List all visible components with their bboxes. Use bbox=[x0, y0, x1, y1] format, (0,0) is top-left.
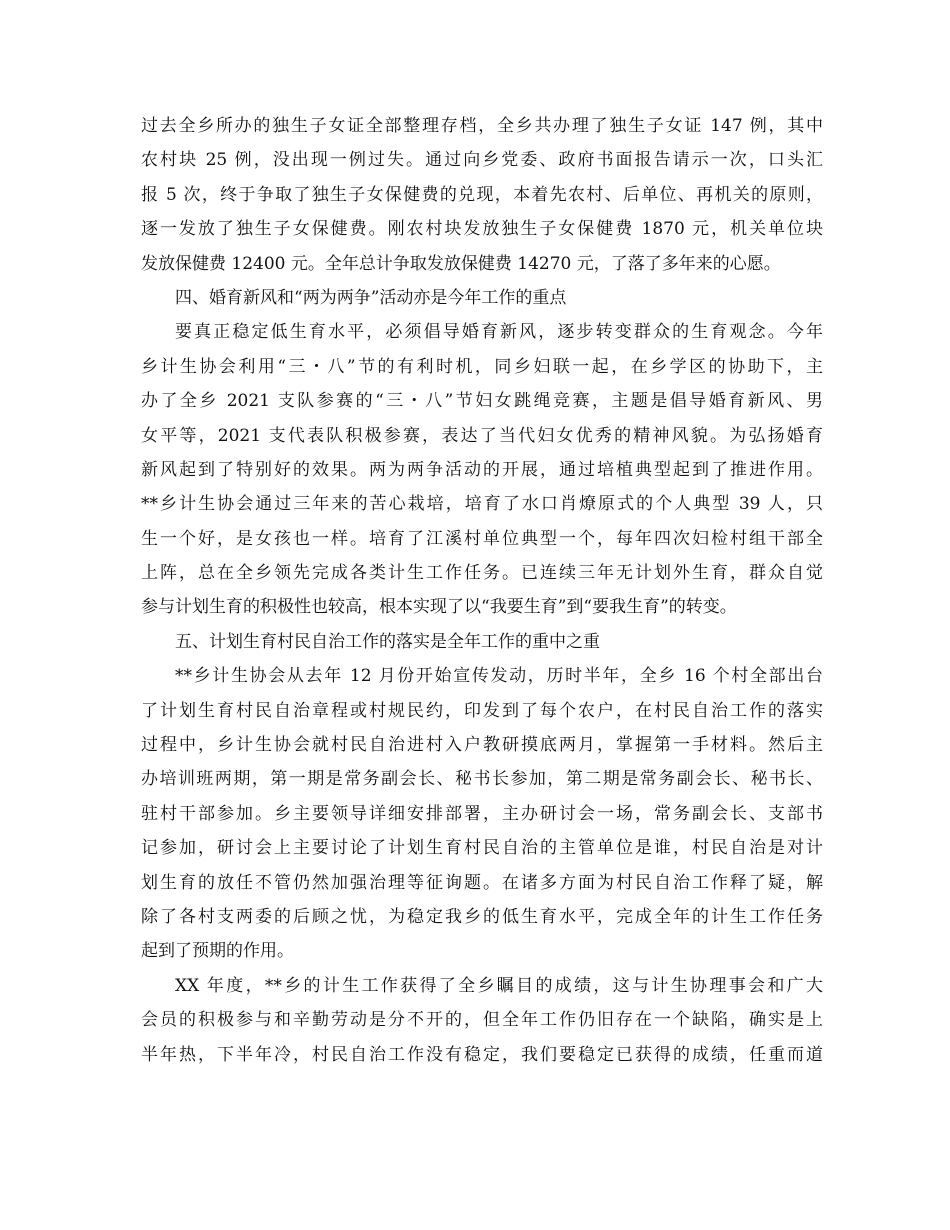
section-heading: 五、计划生育村民自治工作的落实是全年工作的重中之重 bbox=[175, 631, 600, 652]
text-line: 发放保健费 12400 元。全年总计争取发放保健费 14270 元，了落了多年来的心愿。 bbox=[141, 253, 781, 274]
text-line: XX 年度，**乡的计生工作获得了全乡瞩目的成绩，这与计生协理事会和广大 bbox=[175, 975, 823, 996]
text-line: 记参加，研讨会上主要讨论了计划生育村民自治的主管单位是谁，村民自治是对计 bbox=[141, 838, 823, 859]
text-line: 会员的积极参与和辛勤劳动是分不开的，但全年工作仍旧存在一个缺陷，确实是上 bbox=[141, 1010, 823, 1031]
text-line: 参与计划生育的积极性也较高，根本实现了以“我要生育”到“要我生育”的转变。 bbox=[141, 597, 737, 618]
text-line: 逐一发放了独生子女保健费。刚农村块发放独生子女保健费 1870 元，机关单位块 bbox=[141, 219, 823, 240]
section-heading: 四、婚育新风和“两为两争”活动亦是今年工作的重点 bbox=[175, 287, 567, 308]
text-line: 起到了预期的作用。 bbox=[141, 941, 294, 962]
text-line: 乡计生协会利用“三・八”节的有利时机，同乡妇联一起，在乡学区的协助下，主 bbox=[141, 356, 823, 377]
text-line: 划生育的放任不管仍然加强治理等征询题。在诸多方面为村民自治工作释了疑，解 bbox=[141, 872, 823, 893]
text-line: 要真正稳定低生育水平，必须倡导婚育新风，逐步转变群众的生育观念。今年 bbox=[175, 322, 823, 343]
text-line: 上阵，总在全乡领先完成各类计生工作任务。已连续三年无计划外生育，群众自觉 bbox=[141, 563, 823, 584]
document-body bbox=[141, 109, 823, 1072]
text-line: 半年热，下半年冷，村民自治工作没有稳定，我们要稳定已获得的成绩，任重而道 bbox=[141, 1044, 823, 1065]
text-line: 了计划生育村民自治章程或村规民约，印发到了每个农户，在村民自治工作的落实 bbox=[141, 700, 823, 721]
text-line: 生一个好，是女孩也一样。培育了江溪村单位典型一个，每年四次妇检村组干部全 bbox=[141, 528, 823, 549]
text-line: 女平等，2021 支代表队积极参赛，表达了当代妇女优秀的精神风貌。为弘扬婚育 bbox=[141, 425, 823, 446]
text-line: 驻村干部参加。乡主要领导详细安排部署，主办研讨会一场，常务副会长、支部书 bbox=[141, 803, 823, 824]
text-line: 过去全乡所办的独生子女证全部整理存档，全乡共办理了独生子女证 147 例，其中 bbox=[141, 116, 823, 136]
text-line: **乡计生协会从去年 12 月份开始宣传发动，历时半年，全乡 16 个村全部出台 bbox=[175, 666, 823, 687]
text-line: 办了全乡 2021 支队参赛的“三・八”节妇女跳绳竞赛，主题是倡导婚育新风、男 bbox=[141, 391, 823, 412]
text-line: 除了各村支两委的后顾之忧，为稳定我乡的低生育水平，完成全年的计生工作任务 bbox=[141, 906, 823, 927]
text-line: 新风起到了特别好的效果。两为两争活动的开展，通过培植典型起到了推进作用。 bbox=[141, 459, 823, 480]
text-line: 报 5 次，终于争取了独生子女保健费的兑现，本着先农村、后单位、再机关的原则， bbox=[141, 184, 823, 205]
text-line: **乡计生协会通过三年来的苦心栽培，培育了水口肖燎原式的个人典型 39 人，只 bbox=[141, 494, 823, 515]
text-line: 办培训班两期，第一期是常务副会长、秘书长参加，第二期是常务副会长、秘书长、 bbox=[141, 769, 823, 790]
text-line: 农村块 25 例，没出现一例过失。通过向乡党委、政府书面报告请示一次，口头汇 bbox=[141, 150, 823, 171]
text-line: 过程中，乡计生协会就村民自治进村入户教研摸底两月，掌握第一手材料。然后主 bbox=[141, 735, 823, 756]
